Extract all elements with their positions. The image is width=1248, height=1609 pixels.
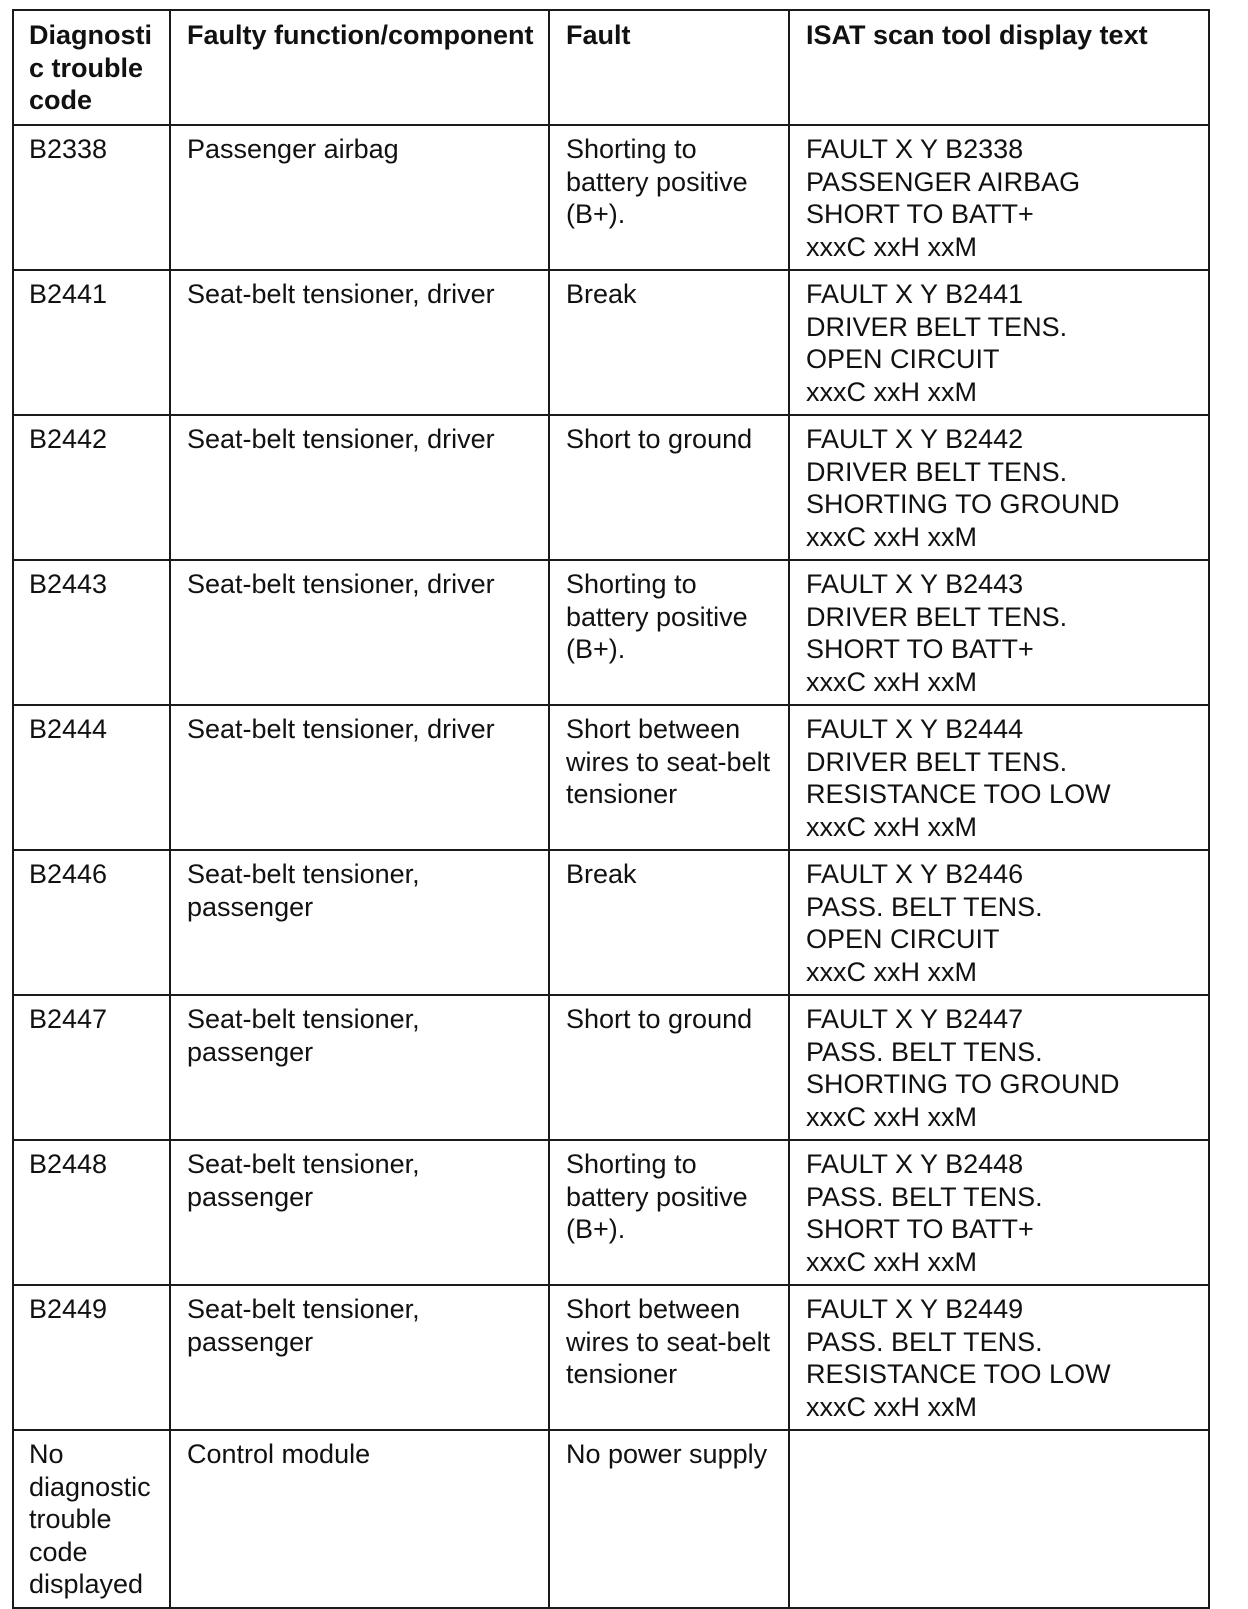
- trouble-code-cell: B2444: [13, 705, 170, 850]
- table-row: [13, 125, 1209, 270]
- trouble-code-cell: B2441: [13, 270, 170, 415]
- display-text-line: xxxC xxH xxM: [806, 1391, 977, 1422]
- component-cell: Control module: [170, 1430, 549, 1608]
- table-header: [13, 10, 1209, 125]
- display-text-cell: [789, 1430, 1209, 1608]
- trouble-code-cell: B2449: [13, 1285, 170, 1430]
- display-text-line: xxxC xxH xxM: [806, 811, 977, 842]
- fault-line: (B+).: [566, 199, 626, 229]
- dtc-table: [12, 9, 1210, 1609]
- display-text-line: FAULT X Y B2449: [806, 1294, 1024, 1324]
- component-cell: Seat-belt tensioner, passenger: [170, 995, 549, 1140]
- display-text-cell: [789, 560, 1209, 705]
- display-text-line: SHORTING TO GROUND: [806, 1069, 1120, 1099]
- fault-line: battery positive: [566, 601, 748, 632]
- display-text-cell: [789, 270, 1209, 415]
- fault-line: Break: [566, 859, 637, 889]
- display-text-line: OPEN CIRCUIT: [806, 924, 1000, 954]
- display-text-cell: [789, 850, 1209, 995]
- display-text-line: FAULT X Y B2447: [806, 1004, 1024, 1034]
- display-text-line: FAULT X Y B2448: [806, 1149, 1024, 1179]
- display-text-line: DRIVER BELT TENS.: [806, 311, 1068, 342]
- fault-line: Shorting to: [566, 134, 697, 164]
- fault-cell: [549, 415, 789, 560]
- fault-line: tensioner: [566, 1359, 678, 1389]
- table-row: [13, 415, 1209, 560]
- fault-line: tensioner: [566, 779, 678, 809]
- fault-line: Short between: [566, 714, 741, 744]
- display-text-line: OPEN CIRCUIT: [806, 344, 1000, 374]
- fault-line: Shorting to: [566, 1149, 697, 1179]
- component-cell: Seat-belt tensioner, driver: [170, 415, 549, 560]
- display-text-line: FAULT X Y B2442: [806, 424, 1024, 454]
- fault-line: No power supply: [566, 1439, 768, 1469]
- table-row: [13, 270, 1209, 415]
- header-component: Faulty function/component: [170, 10, 549, 125]
- fault-line: Short to ground: [566, 424, 753, 454]
- fault-line: wires to seat-belt: [566, 746, 771, 777]
- display-text-line: xxxC xxH xxM: [806, 956, 977, 987]
- table-row: [13, 1430, 1209, 1608]
- fault-line: battery positive: [566, 1181, 748, 1212]
- table-row: [13, 560, 1209, 705]
- display-text-cell: [789, 995, 1209, 1140]
- display-text-line: FAULT X Y B2446: [806, 859, 1024, 889]
- trouble-code-cell: B2447: [13, 995, 170, 1140]
- display-text-cell: [789, 125, 1209, 270]
- display-text-cell: [789, 1140, 1209, 1285]
- display-text-line: FAULT X Y B2441: [806, 279, 1024, 309]
- fault-cell: [549, 850, 789, 995]
- display-text-cell: [789, 1285, 1209, 1430]
- display-text-line: SHORTING TO GROUND: [806, 489, 1120, 519]
- trouble-code-cell: B2443: [13, 560, 170, 705]
- display-text-line: DRIVER BELT TENS.: [806, 456, 1068, 487]
- table-row: [13, 995, 1209, 1140]
- component-cell: Seat-belt tensioner, passenger: [170, 1140, 549, 1285]
- fault-cell: [549, 270, 789, 415]
- display-text-line: xxxC xxH xxM: [806, 666, 977, 697]
- component-cell: Passenger airbag: [170, 125, 549, 270]
- table-row: [13, 850, 1209, 995]
- trouble-code-cell: B2446: [13, 850, 170, 995]
- fault-line: wires to seat-belt: [566, 1326, 771, 1357]
- display-text-cell: [789, 705, 1209, 850]
- display-text-line: RESISTANCE TOO LOW: [806, 1359, 1111, 1389]
- display-text-line: xxxC xxH xxM: [806, 1246, 977, 1277]
- table-row: [13, 1285, 1209, 1430]
- display-text-cell: [789, 415, 1209, 560]
- display-text-line: xxxC xxH xxM: [806, 231, 977, 262]
- component-cell: Seat-belt tensioner, passenger: [170, 850, 549, 995]
- display-text-line: SHORT TO BATT+: [806, 1214, 1034, 1244]
- display-text-line: SHORT TO BATT+: [806, 199, 1034, 229]
- fault-line: Break: [566, 279, 637, 309]
- display-text-line: FAULT X Y B2444: [806, 714, 1024, 744]
- display-text-line: xxxC xxH xxM: [806, 1101, 977, 1132]
- header-fault: Fault: [549, 10, 789, 125]
- table-row: [13, 1140, 1209, 1285]
- trouble-code-cell: B2442: [13, 415, 170, 560]
- component-cell: Seat-belt tensioner, driver: [170, 270, 549, 415]
- fault-cell: [549, 1430, 789, 1608]
- trouble-code-cell: No diagnostic trouble code displayed: [13, 1430, 170, 1608]
- component-cell: Seat-belt tensioner, passenger: [170, 1285, 549, 1430]
- table-body: [13, 125, 1209, 1608]
- display-text-line: PASS. BELT TENS.: [806, 1181, 1043, 1212]
- trouble-code-cell: B2338: [13, 125, 170, 270]
- display-text-line: PASS. BELT TENS.: [806, 891, 1043, 922]
- component-cell: Seat-belt tensioner, driver: [170, 560, 549, 705]
- header-display-text: ISAT scan tool display text: [789, 10, 1209, 125]
- trouble-code-cell: B2448: [13, 1140, 170, 1285]
- display-text-line: PASS. BELT TENS.: [806, 1326, 1043, 1357]
- fault-line: Short to ground: [566, 1004, 753, 1034]
- fault-line: (B+).: [566, 1214, 626, 1244]
- fault-cell: [549, 560, 789, 705]
- fault-cell: [549, 125, 789, 270]
- display-text-line: DRIVER BELT TENS.: [806, 746, 1068, 777]
- display-text-line: DRIVER BELT TENS.: [806, 601, 1068, 632]
- display-text-line: SHORT TO BATT+: [806, 634, 1034, 664]
- display-text-line: FAULT X Y B2443: [806, 569, 1024, 599]
- fault-line: Short between: [566, 1294, 741, 1324]
- header-row: [13, 10, 1209, 125]
- fault-cell: [549, 1285, 789, 1430]
- fault-line: Shorting to: [566, 569, 697, 599]
- header-code: Diagnostic trouble code: [13, 10, 170, 125]
- display-text-line: RESISTANCE TOO LOW: [806, 779, 1111, 809]
- component-cell: Seat-belt tensioner, driver: [170, 705, 549, 850]
- table-row: [13, 705, 1209, 850]
- display-text-line: xxxC xxH xxM: [806, 521, 977, 552]
- display-text-line: PASS. BELT TENS.: [806, 1036, 1043, 1067]
- fault-cell: [549, 995, 789, 1140]
- fault-cell: [549, 705, 789, 850]
- display-text-line: xxxC xxH xxM: [806, 376, 977, 407]
- fault-line: (B+).: [566, 634, 626, 664]
- fault-line: battery positive: [566, 166, 748, 197]
- display-text-line: FAULT X Y B2338: [806, 134, 1024, 164]
- display-text-line: PASSENGER AIRBAG: [806, 166, 1081, 197]
- fault-cell: [549, 1140, 789, 1285]
